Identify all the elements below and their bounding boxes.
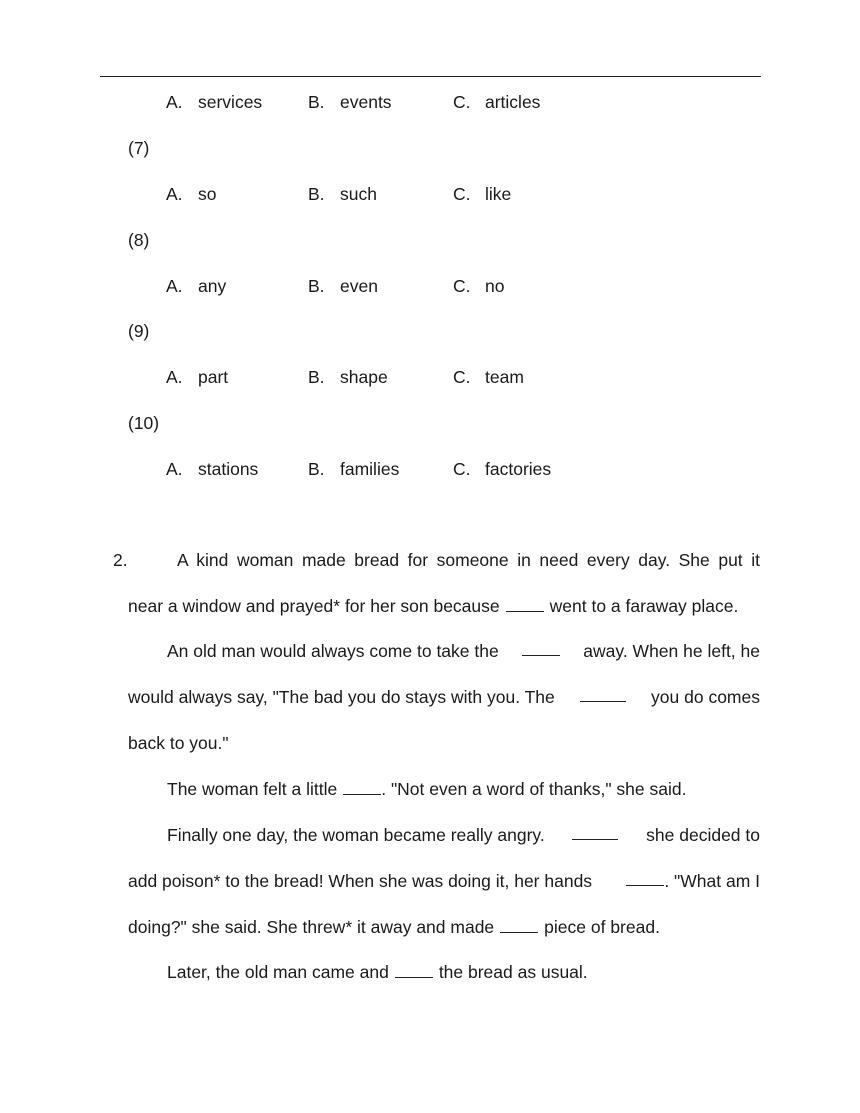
header-rule xyxy=(100,76,761,77)
passage-line: add poison* to the bread! When she was doing it, her hands . "What am I xyxy=(128,871,760,891)
option-b: B. events xyxy=(308,92,392,112)
option-c: C. team xyxy=(453,367,524,387)
answer-blank xyxy=(506,597,544,612)
passage-line: The woman felt a little . "Not even a word of thanks," she said. xyxy=(167,779,687,799)
answer-blank xyxy=(580,687,626,702)
option-c: C. like xyxy=(453,184,512,204)
option-b: B. shape xyxy=(308,367,388,387)
option-b: B. such xyxy=(308,184,377,204)
option-a: A. so xyxy=(166,184,217,204)
passage-line: Later, the old man came and the bread as usual. xyxy=(167,962,588,982)
question-number-9: (9) xyxy=(128,321,150,341)
option-b: B. even xyxy=(308,276,378,296)
question-number-10: (10) xyxy=(128,413,160,433)
answer-blank xyxy=(572,825,618,840)
passage-line: near a window and prayed* for her son because went to a faraway place. xyxy=(128,596,739,616)
option-b: B. families xyxy=(308,459,400,479)
answer-blank xyxy=(395,963,433,978)
answer-blank xyxy=(522,641,560,656)
passage-line: An old man would always come to take the away. When he left, he xyxy=(167,641,760,661)
option-a: A. any xyxy=(166,276,227,296)
option-c: C. factories xyxy=(453,459,552,479)
passage-line: A kind woman made bread for someone in need every day. She put it xyxy=(177,550,760,570)
passage-number: 2. xyxy=(113,550,128,570)
passage-line: Finally one day, the woman became really angry. she decided to xyxy=(167,825,760,845)
option-c: C. articles xyxy=(453,92,541,112)
question-number-7: (7) xyxy=(128,138,150,158)
answer-blank xyxy=(343,780,381,795)
option-a: A. stations xyxy=(166,459,259,479)
option-a: A. services xyxy=(166,92,263,112)
option-c: C. no xyxy=(453,276,505,296)
passage-line: back to you." xyxy=(128,733,229,753)
option-a: A. part xyxy=(166,367,229,387)
answer-blank xyxy=(626,871,664,886)
passage-line: doing?" she said. She threw* it away and made piece of bread. xyxy=(128,917,660,937)
question-number-8: (8) xyxy=(128,230,150,250)
answer-blank xyxy=(500,918,538,933)
passage-line: would always say, "The bad you do stays with you. The you do comes xyxy=(128,687,760,707)
